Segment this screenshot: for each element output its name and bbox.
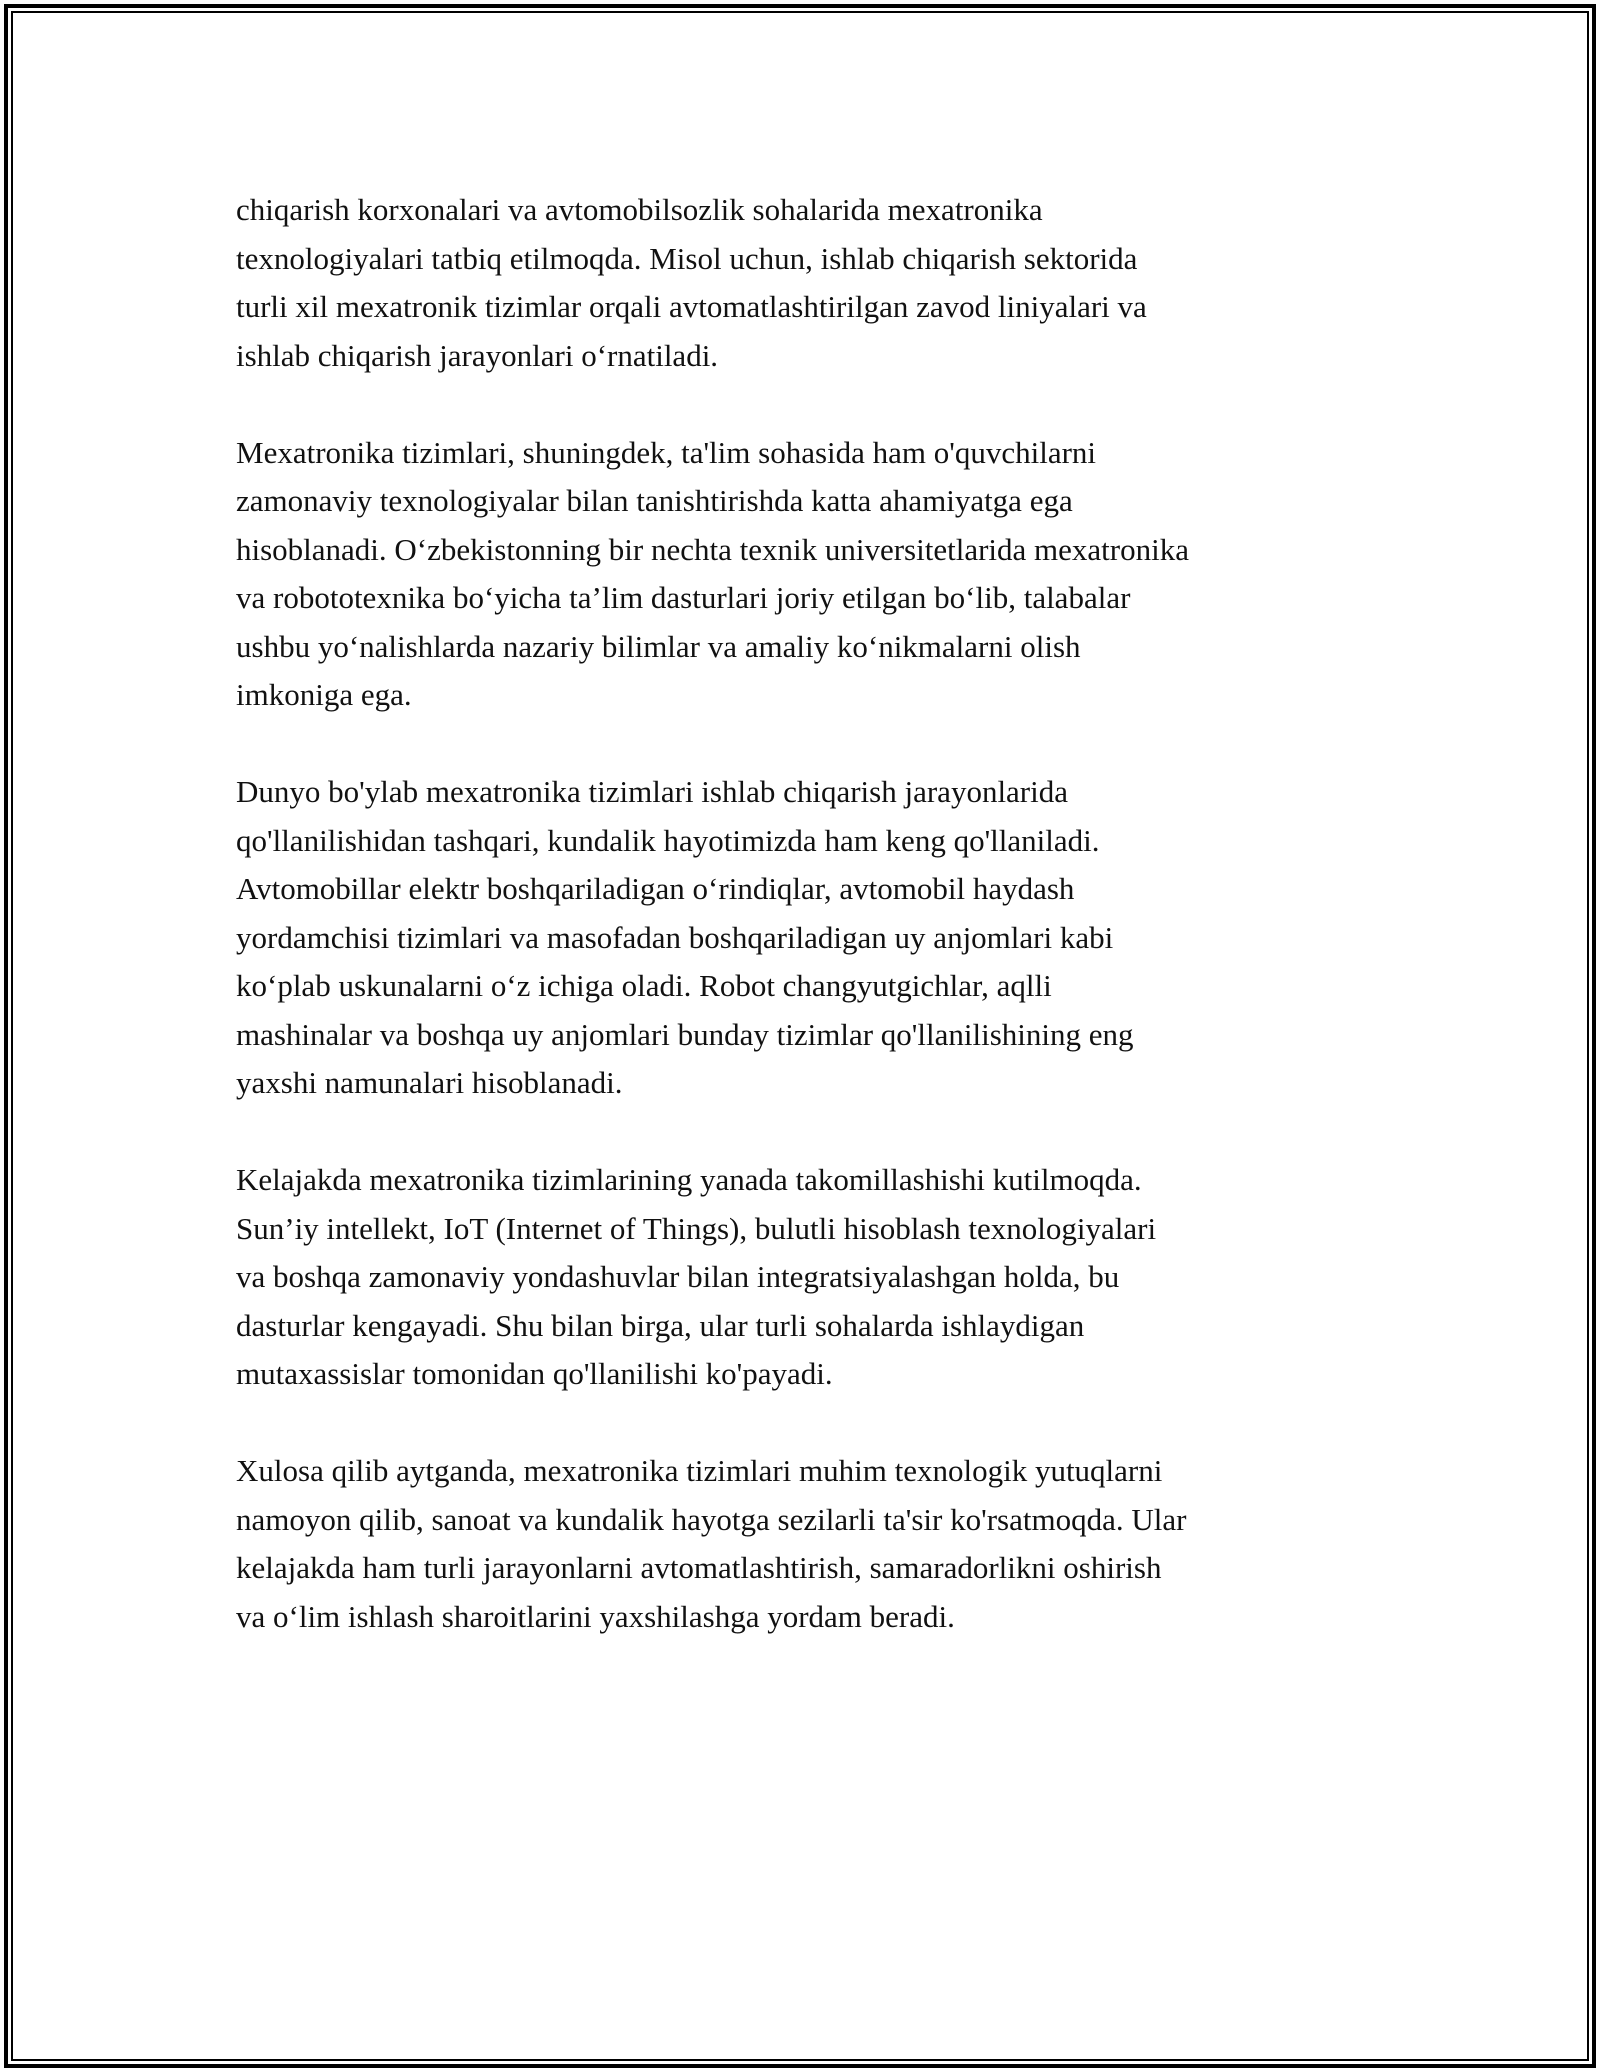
paragraph-3: Dunyo bo'ylab mexatronika tizimlari ishlab chiqarish jarayonlarida qo'llanilishidan tashqari, kundalik hayotimizda ham keng qo'llaniladi. Avtomobillar elektr boshqariladigan oʻrindiqlar, avtomobil haydash yordamchisi tizimlari va masofadan boshqariladigan uy anjomlari kabi koʻplab uskunalarni oʻz ichiga oladi. Robot changyutgichlar, aqlli mashinalar va boshqa uy anjomlari bunday tizimlar qo'llanilishining eng yaxshi namunalari hisoblanadi. (236, 774, 1134, 1100)
paragraph-1: chiqarish korxonalari va avtomobilsozlik sohalarida mexatronika texnologiyalari tatbiq etilmoqda. Misol uchun, ishlab chiqarish sektorida turli xil mexatronik tizimlar orqali avtomatlashtirilgan zavod liniyalari va ishlab chiqarish jarayonlari oʻrnatiladi. (236, 192, 1147, 373)
document-body (236, 186, 1396, 1690)
paragraph-2: Mexatronika tizimlari, shuningdek, ta'lim sohasida ham o'quvchilarni zamonaviy texnologiyalar bilan tanishtirishda katta ahamiyatga ega hisoblanadi. Oʻzbekistonning bir nechta texnik universitetlarida mexatronika va robototexnika boʻyicha ta’lim dasturlari joriy etilgan boʻlib, talabalar ushbu yoʻnalishlarda nazariy bilimlar va amaliy koʻnikmalarni olish imkoniga ega. (236, 434, 1189, 712)
paragraph-4: Kelajakda mexatronika tizimlarining yanada takomillashishi kutilmoqda. Sun’iy intellekt, IoT (Internet of Things), bulutli hisoblash texnologiyalari va boshqa zamonaviy yondashuvlar bilan integratsiyalashgan holda, bu dasturlar kengayadi. Shu bilan birga, ular turli sohalarda ishlaydigan mutaxassislar tomonidan qo'llanilishi ko'payadi. (236, 1162, 1157, 1391)
paragraph-5: Xulosa qilib aytganda, mexatronika tizimlari muhim texnologik yutuqlarni namoyon qilib, sanoat va kundalik hayotga sezilarli ta'sir ko'rsatmoqda. Ular kelajakda ham turli jarayonlarni avtomatlashtirish, samaradorlikni oshirish va oʻlim ishlash sharoitlarini yaxshilashga yordam beradi. (236, 1453, 1187, 1634)
